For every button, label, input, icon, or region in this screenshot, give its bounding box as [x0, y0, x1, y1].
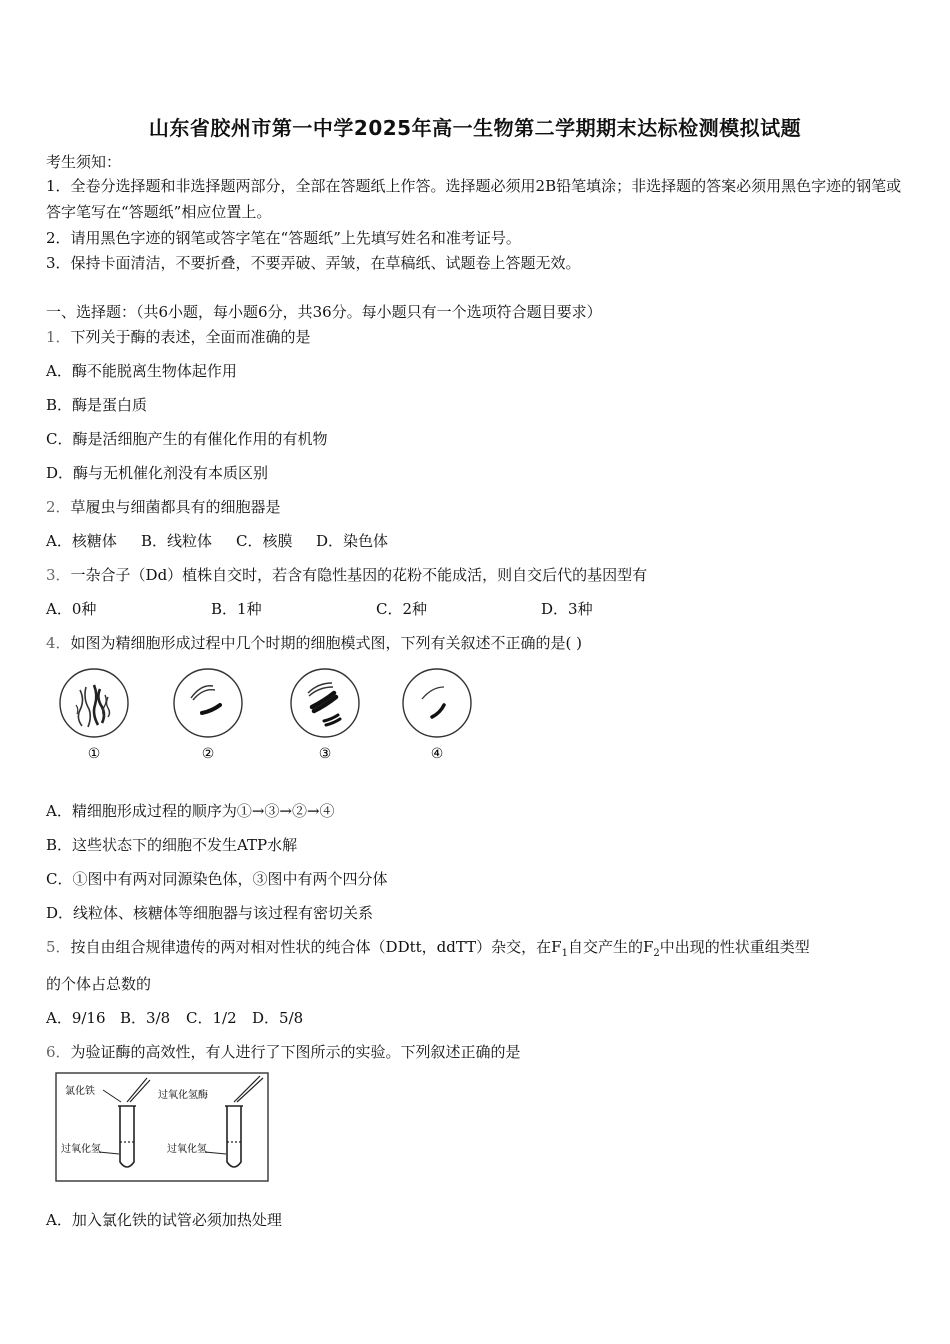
q2-option-b: B．线粒体	[141, 532, 213, 550]
cell-diagram-4	[403, 669, 471, 737]
q5-option-c: C．1/2	[186, 1009, 237, 1027]
q3-option-d: D．3种	[541, 600, 593, 618]
q3-option-b: B．1种	[211, 600, 262, 618]
question-stem: 为验证酶的高效性，有人进行了下图所示的实验。下列叙述正确的是	[70, 1043, 521, 1061]
question-stem-part-3: 中出现的性状重组类型	[659, 938, 810, 956]
question-number: 1．	[46, 328, 71, 346]
q1-option-a: A．酶不能脱离生物体起作用	[46, 362, 237, 380]
test-tube-2	[205, 1076, 263, 1167]
question-2	[46, 497, 916, 517]
question-stem: 草履虫与细菌都具有的细胞器是	[70, 498, 281, 516]
figure-label-3: ③	[318, 746, 332, 762]
question-stem-part-1: 按自由组合规律遗传的两对相对性状的纯合体（DDtt，ddTT）杂交，在F	[70, 938, 562, 956]
notice-item-3: 3．保持卡面清洁，不要折叠，不要弄破、弄皱，在草稿纸、试题卷上答题无效。	[46, 254, 581, 272]
q4-option-a: A．精细胞形成过程的顺序为①→③→②→④	[46, 802, 335, 820]
section-heading: 一、选择题：（共6小题，每小题6分，共36分。每小题只有一个选项符合题目要求）	[46, 303, 602, 321]
figure-label-1: ①	[87, 746, 101, 762]
question-number: 6．	[46, 1043, 71, 1061]
question-stem: 下列关于酶的表述，全面而准确的是	[70, 328, 311, 346]
label-hydrogen-peroxide-2: 过氧化氢	[167, 1144, 207, 1155]
question-6	[46, 1042, 916, 1062]
cell-diagram-2	[174, 669, 242, 737]
q1-option-c: C．酶是活细胞产生的有催化作用的有机物	[46, 430, 328, 448]
q6-option-a: A．加入氯化铁的试管必须加热处理	[46, 1211, 282, 1229]
q5-option-d: D．5/8	[252, 1009, 304, 1027]
question-stem: 如图为精细胞形成过程中几个时期的细胞模式图，下列有关叙述不正确的是( )	[70, 634, 583, 652]
question-stem-part-2: 自交产生的F	[567, 938, 654, 956]
q4-option-c: C．①图中有两对同源染色体，③图中有两个四分体	[46, 870, 388, 888]
enzyme-experiment-figure	[55, 1072, 270, 1184]
subscript-2: 2	[653, 948, 660, 959]
q4-option-b: B．这些状态下的细胞不发生ATP水解	[46, 836, 298, 854]
question-5-continued: 的个体占总数的	[46, 975, 152, 993]
test-tube-1	[99, 1078, 150, 1167]
label-ferric-chloride: 氯化铁	[65, 1086, 95, 1097]
question-1	[46, 327, 916, 347]
q2-option-c: C．核膜	[236, 532, 293, 550]
q2-option-a: A．核糖体	[46, 532, 117, 550]
q4-option-d: D．线粒体、核糖体等细胞器与该过程有密切关系	[46, 904, 374, 922]
label-catalase: 过氧化氢酶	[158, 1090, 208, 1101]
q3-option-a: A．0种	[46, 600, 97, 618]
question-number: 3．	[46, 566, 71, 584]
q2-option-d: D．染色体	[316, 532, 389, 550]
q3-option-c: C．2种	[376, 600, 428, 618]
question-number: 5．	[46, 938, 71, 956]
question-3	[46, 565, 916, 585]
question-5	[46, 937, 916, 964]
question-number: 2．	[46, 498, 71, 516]
q3-options	[46, 599, 916, 619]
question-stem: 一杂合子（Dd）植株自交时，若含有隐性基因的花粉不能成活，则自交后代的基因型有	[70, 566, 648, 584]
q5-option-a: A．9/16	[46, 1009, 106, 1027]
label-hydrogen-peroxide-1: 过氧化氢	[61, 1144, 101, 1155]
question-4	[46, 633, 916, 653]
cell-division-figure	[50, 665, 490, 765]
q1-option-b: B．酶是蛋白质	[46, 396, 148, 414]
q2-options	[46, 531, 916, 551]
q5-option-b: B．3/8	[120, 1009, 171, 1027]
cell-diagram-3	[291, 669, 359, 737]
notice-item-2: 2．请用黑色字迹的钢笔或答字笔在“答题纸”上先填写姓名和准考证号。	[46, 229, 521, 247]
notice-heading: 考生须知：	[46, 153, 122, 171]
figure-label-4: ④	[430, 746, 444, 762]
cell-diagram-1	[60, 669, 128, 737]
question-number: 4．	[46, 634, 71, 652]
figure-label-2: ②	[201, 746, 215, 762]
notice-item-1: 1．全卷分选择题和非选择题两部分，全部在答题纸上作答。选择题必须用2B铅笔填涂；非选择题的答案必须用黑色字迹的钢笔或答字笔写在“答题纸”相应位置上。	[46, 177, 902, 221]
page-title: 山东省胶州市第一中学2025年高一生物第二学期期末达标检测模拟试题	[148, 116, 802, 140]
q5-options	[46, 1008, 916, 1028]
subscript-1: 1	[561, 948, 568, 959]
q1-option-d: D．酶与无机催化剂没有本质区别	[46, 464, 269, 482]
